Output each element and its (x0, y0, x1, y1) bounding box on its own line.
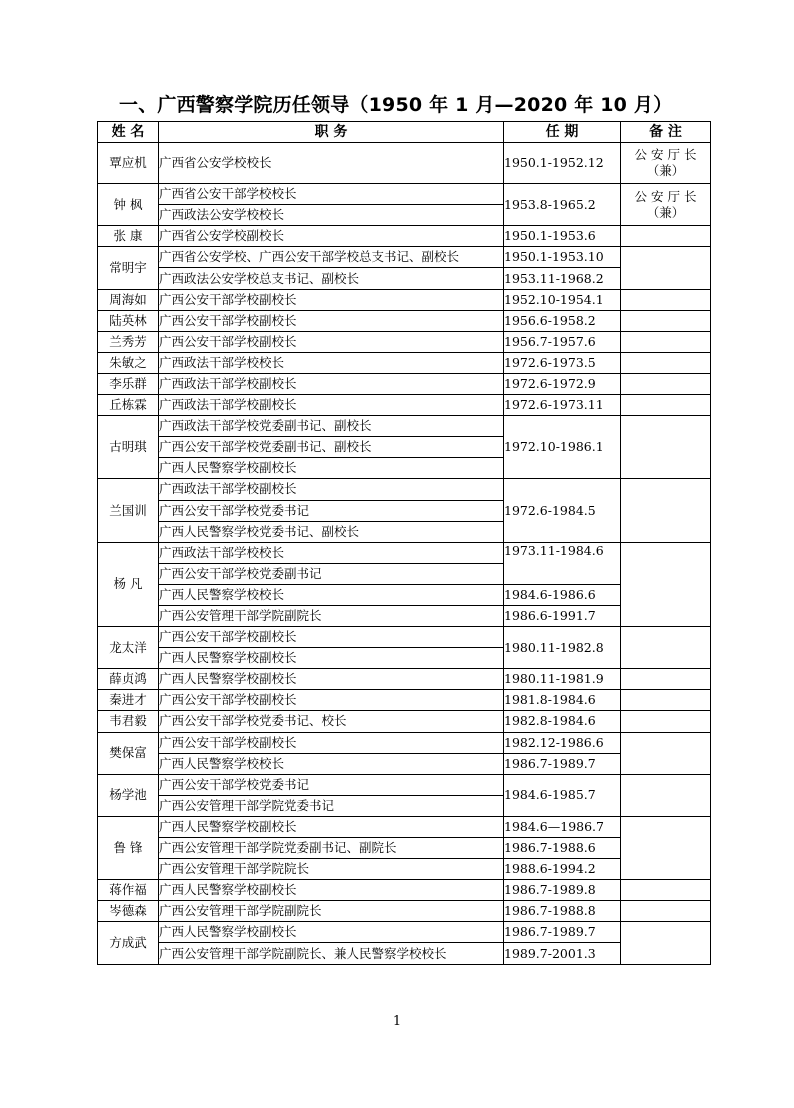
period-cell: 1953.11-1968.2 (504, 268, 621, 289)
note-cell (621, 395, 711, 416)
table-row (98, 838, 711, 859)
note-cell (621, 711, 711, 732)
header-position: 职 务 (159, 122, 504, 143)
period-cell: 1988.6-1994.2 (504, 859, 621, 880)
name-cell: 鲁 锋 (98, 816, 159, 879)
period-cell: 1986.7-1988.8 (504, 901, 621, 922)
name-cell: 秦进才 (98, 690, 159, 711)
note-cell (621, 690, 711, 711)
name-cell: 韦君毅 (98, 711, 159, 732)
note-cell (621, 226, 711, 247)
position-cell: 广西省公安学校、广西公安干部学校总支书记、副校长 (159, 247, 504, 268)
period-cell: 1950.1-1952.12 (504, 143, 621, 184)
position-cell: 广西政法干部学校校长 (159, 542, 504, 563)
period-cell: 1956.6-1958.2 (504, 310, 621, 331)
position-cell: 广西公安管理干部学院副院长 (159, 605, 504, 626)
period-cell: 1972.6-1973.11 (504, 395, 621, 416)
table-row (98, 584, 711, 605)
period-cell: 1984.6—1986.7 (504, 816, 621, 837)
position-cell: 广西政法干部学校校长 (159, 352, 504, 373)
note-cell (621, 310, 711, 331)
position-cell: 广西公安干部学校党委书记、校长 (159, 711, 504, 732)
position-cell: 广西公安管理干部学院党委书记 (159, 795, 504, 816)
table-row (98, 247, 711, 268)
note-line: （兼） (646, 204, 685, 220)
note-line: （兼） (646, 163, 685, 179)
note-cell (621, 289, 711, 310)
table-row (98, 226, 711, 247)
period-cell: 1981.8-1984.6 (504, 690, 621, 711)
table-row (98, 880, 711, 901)
table-row (98, 310, 711, 331)
period-cell: 1952.10-1954.1 (504, 289, 621, 310)
name-cell: 杨学池 (98, 774, 159, 816)
note-cell (621, 922, 711, 964)
period-cell: 1980.11-1982.8 (504, 627, 621, 669)
period-cell: 1984.6-1986.6 (504, 584, 621, 605)
position-cell: 广西公安干部学校副校长 (159, 732, 504, 753)
table-row (98, 479, 711, 500)
page-title: 一、广西警察学院历任领导（1950 年 1 月—2020 年 10 月） (119, 94, 673, 116)
position-cell: 广西人民警察学校校长 (159, 584, 504, 605)
table-row (98, 395, 711, 416)
position-cell: 广西公安干部学校党委副书记 (159, 563, 504, 584)
name-cell: 薛贞鸿 (98, 669, 159, 690)
name-cell: 李乐群 (98, 373, 159, 394)
note-line: 公 安 厅 长 (634, 147, 697, 163)
position-cell: 广西公安干部学校副校长 (159, 331, 504, 352)
period-cell: 1956.7-1957.6 (504, 331, 621, 352)
table-row (98, 627, 711, 648)
position-cell: 广西公安干部学校党委副书记、副校长 (159, 437, 504, 458)
position-cell: 广西公安干部学校副校长 (159, 627, 504, 648)
period-cell: 1989.7-2001.3 (504, 943, 621, 964)
position-cell: 广西人民警察学校副校长 (159, 458, 504, 479)
note-cell (621, 247, 711, 289)
note-cell (621, 143, 711, 184)
name-cell: 樊保富 (98, 732, 159, 774)
table-row (98, 901, 711, 922)
name-cell: 龙太洋 (98, 627, 159, 669)
position-cell: 广西省公安学校副校长 (159, 226, 504, 247)
position-cell: 广西人民警察学校副校长 (159, 648, 504, 669)
position-cell: 广西公安管理干部学院副院长、兼人民警察学校校长 (159, 943, 504, 964)
period-cell: 1986.7-1989.7 (504, 753, 621, 774)
name-cell: 朱敏之 (98, 352, 159, 373)
period-cell: 1972.6-1973.5 (504, 352, 621, 373)
position-cell: 广西公安管理干部学院院长 (159, 859, 504, 880)
note-cell (621, 816, 711, 879)
name-cell: 常明宇 (98, 247, 159, 289)
period-cell: 1950.1-1953.10 (504, 247, 621, 268)
note-cell (621, 669, 711, 690)
name-cell: 方成武 (98, 922, 159, 964)
position-cell: 广西政法干部学校副校长 (159, 373, 504, 394)
table-row (98, 690, 711, 711)
period-cell: 1986.7-1989.8 (504, 880, 621, 901)
table-row (98, 669, 711, 690)
table-row (98, 816, 711, 837)
table-row (98, 331, 711, 352)
period-cell: 1986.7-1988.6 (504, 838, 621, 859)
note-cell (621, 774, 711, 816)
period-cell: 1972.6-1984.5 (504, 479, 621, 542)
position-cell: 广西公安干部学校副校长 (159, 310, 504, 331)
table-row (98, 605, 711, 626)
period-cell: 1980.11-1981.9 (504, 669, 621, 690)
table-row (98, 184, 711, 205)
position-cell: 广西公安干部学校党委书记 (159, 500, 504, 521)
header-period: 任 期 (504, 122, 621, 143)
period-cell: 1973.11-1984.6 (504, 542, 621, 584)
table-row (98, 774, 711, 795)
position-cell: 广西公安管理干部学院副院长 (159, 901, 504, 922)
header-note: 备 注 (621, 122, 711, 143)
position-cell: 广西人民警察学校校长 (159, 753, 504, 774)
period-cell: 1972.6-1972.9 (504, 373, 621, 394)
name-cell: 钟 枫 (98, 184, 159, 226)
note-line: 公 安 厅 长 (634, 188, 697, 204)
period-cell: 1986.7-1989.7 (504, 922, 621, 943)
note-cell (621, 416, 711, 479)
position-cell: 广西人民警察学校党委书记、副校长 (159, 521, 504, 542)
period-cell: 1982.12-1986.6 (504, 732, 621, 753)
name-cell: 张 康 (98, 226, 159, 247)
position-cell: 广西政法公安学校总支书记、副校长 (159, 268, 504, 289)
position-cell: 广西政法干部学校副校长 (159, 479, 504, 500)
note-cell (621, 352, 711, 373)
table-row (98, 352, 711, 373)
name-cell: 丘栋霖 (98, 395, 159, 416)
position-cell: 广西公安干部学校副校长 (159, 690, 504, 711)
name-cell: 覃应机 (98, 143, 159, 184)
table-row (98, 859, 711, 880)
period-cell: 1986.6-1991.7 (504, 605, 621, 626)
note-cell (621, 732, 711, 774)
note-cell (621, 184, 711, 226)
table-row (98, 416, 711, 437)
position-cell: 广西人民警察学校副校长 (159, 880, 504, 901)
table-row (98, 732, 711, 753)
position-cell: 广西人民警察学校副校长 (159, 816, 504, 837)
period-cell: 1953.8-1965.2 (504, 184, 621, 226)
position-cell: 广西公安管理干部学院党委副书记、副院长 (159, 838, 504, 859)
position-cell: 广西政法干部学校副校长 (159, 395, 504, 416)
name-cell: 古明琪 (98, 416, 159, 479)
note-cell (621, 479, 711, 542)
position-cell: 广西公安干部学校党委书记 (159, 774, 504, 795)
position-cell: 广西公安干部学校副校长 (159, 289, 504, 310)
name-cell: 杨 凡 (98, 542, 159, 626)
header-name: 姓 名 (98, 122, 159, 143)
name-cell: 兰秀芳 (98, 331, 159, 352)
note-cell (621, 627, 711, 669)
leaders-table (97, 121, 711, 965)
position-cell: 广西省公安干部学校校长 (159, 184, 504, 205)
table-row (98, 289, 711, 310)
table-row (98, 143, 711, 184)
period-cell: 1972.10-1986.1 (504, 416, 621, 479)
period-cell: 1984.6-1985.7 (504, 774, 621, 816)
table-row (98, 268, 711, 289)
position-cell: 广西人民警察学校副校长 (159, 922, 504, 943)
period-cell: 1950.1-1953.6 (504, 226, 621, 247)
page-number: 1 (392, 1014, 402, 1029)
note-cell (621, 880, 711, 901)
table-row (98, 922, 711, 943)
table-row (98, 542, 711, 563)
table-row (98, 753, 711, 774)
note-cell (621, 331, 711, 352)
table-row (98, 943, 711, 964)
position-cell: 广西省公安学校校长 (159, 143, 504, 184)
position-cell: 广西人民警察学校副校长 (159, 669, 504, 690)
name-cell: 岑德森 (98, 901, 159, 922)
position-cell: 广西政法公安学校校长 (159, 205, 504, 226)
table-row (98, 711, 711, 732)
note-cell (621, 373, 711, 394)
note-cell (621, 901, 711, 922)
name-cell: 周海如 (98, 289, 159, 310)
note-cell (621, 542, 711, 626)
table-row (98, 373, 711, 394)
period-cell: 1982.8-1984.6 (504, 711, 621, 732)
name-cell: 兰国训 (98, 479, 159, 542)
position-cell: 广西政法干部学校党委副书记、副校长 (159, 416, 504, 437)
table-header-row (98, 122, 711, 143)
name-cell: 蒋作福 (98, 880, 159, 901)
name-cell: 陆英林 (98, 310, 159, 331)
